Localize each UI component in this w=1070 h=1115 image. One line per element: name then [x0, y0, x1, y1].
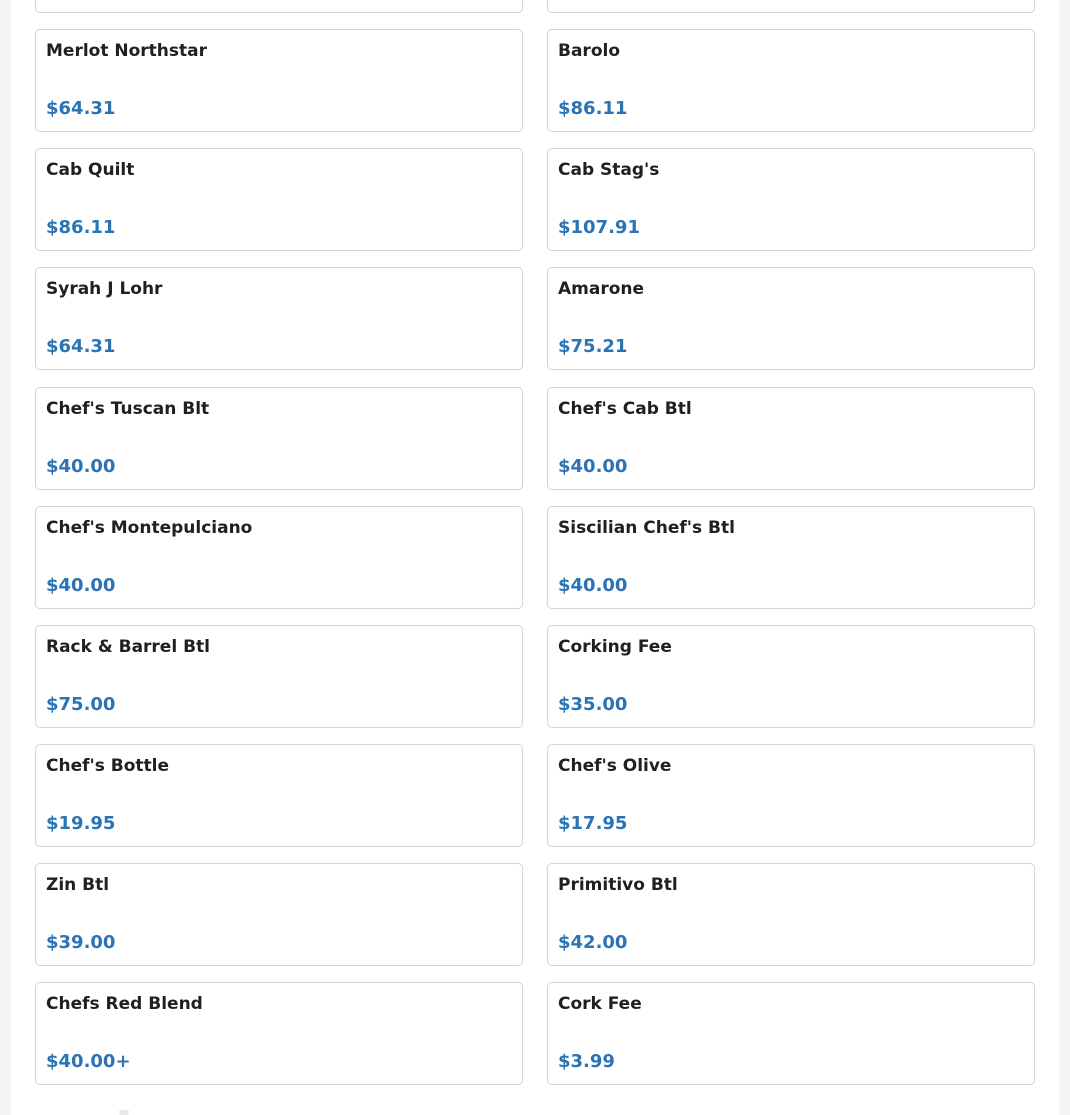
menu-item-name: Siscilian Chef's Btl	[558, 518, 735, 538]
menu-item-name: Amarone	[558, 279, 645, 299]
menu-item-name: Cork Fee	[558, 994, 642, 1014]
next-content-peek	[119, 1110, 129, 1115]
menu-item-card[interactable]	[547, 506, 1035, 609]
menu-item-name: Zin Btl	[46, 875, 110, 895]
menu-panel	[11, 0, 1059, 1115]
menu-item-name: Chef's Cab Btl	[558, 399, 692, 419]
menu-item-name: Primitivo Btl	[558, 875, 678, 895]
menu-item-card[interactable]	[35, 387, 523, 490]
menu-item-card[interactable]	[35, 625, 523, 728]
menu-item-name: Barolo	[558, 41, 620, 61]
menu-item-name: Corking Fee	[558, 637, 672, 657]
menu-item-name: Cab Quilt	[46, 160, 135, 180]
menu-item-card[interactable]	[547, 625, 1035, 728]
menu-item-price: $42.00	[558, 932, 628, 953]
menu-item-card[interactable]	[547, 863, 1035, 966]
menu-item-name: Merlot Northstar	[46, 41, 208, 61]
menu-item-name: Cab Stag's	[558, 160, 660, 180]
menu-item-card[interactable]	[547, 982, 1035, 1085]
menu-item-name: Rack & Barrel Btl	[46, 637, 210, 657]
menu-item-price: $17.95	[558, 813, 628, 834]
menu-item-card[interactable]	[547, 148, 1035, 251]
menu-item-card[interactable]	[35, 267, 523, 370]
menu-item-card[interactable]	[35, 506, 523, 609]
menu-item-price: $75.00	[46, 694, 116, 715]
menu-item-price: $107.91	[558, 217, 640, 238]
menu-item-price: $40.00	[558, 575, 628, 596]
menu-item-price: $86.11	[46, 217, 116, 238]
menu-item-price: $19.95	[46, 813, 116, 834]
menu-item-card-partial[interactable]	[547, 0, 1035, 13]
menu-item-name: Chef's Tuscan Blt	[46, 399, 210, 419]
menu-item-card[interactable]	[35, 863, 523, 966]
menu-item-name: Chefs Red Blend	[46, 994, 203, 1014]
menu-item-price: $40.00	[558, 456, 628, 477]
menu-item-price: $75.21	[558, 336, 628, 357]
menu-item-card[interactable]	[547, 29, 1035, 132]
menu-item-card[interactable]	[35, 982, 523, 1085]
menu-item-name: Syrah J Lohr	[46, 279, 163, 299]
menu-item-price: $40.00	[46, 456, 116, 477]
menu-item-card[interactable]	[35, 29, 523, 132]
menu-item-name: Chef's Montepulciano	[46, 518, 253, 538]
menu-item-card[interactable]	[35, 744, 523, 847]
menu-item-card[interactable]	[547, 267, 1035, 370]
menu-item-price: $40.00+	[46, 1051, 131, 1072]
menu-item-price: $86.11	[558, 98, 628, 119]
menu-item-price: $40.00	[46, 575, 116, 596]
menu-item-card[interactable]	[35, 148, 523, 251]
menu-item-price: $35.00	[558, 694, 628, 715]
menu-item-price: $64.31	[46, 98, 116, 119]
menu-item-card[interactable]	[547, 744, 1035, 847]
menu-item-price: $3.99	[558, 1051, 615, 1072]
menu-item-price: $39.00	[46, 932, 116, 953]
menu-item-card-partial[interactable]	[35, 0, 523, 13]
menu-item-name: Chef's Olive	[558, 756, 672, 776]
menu-item-name: Chef's Bottle	[46, 756, 169, 776]
menu-item-price: $64.31	[46, 336, 116, 357]
menu-item-card[interactable]	[547, 387, 1035, 490]
